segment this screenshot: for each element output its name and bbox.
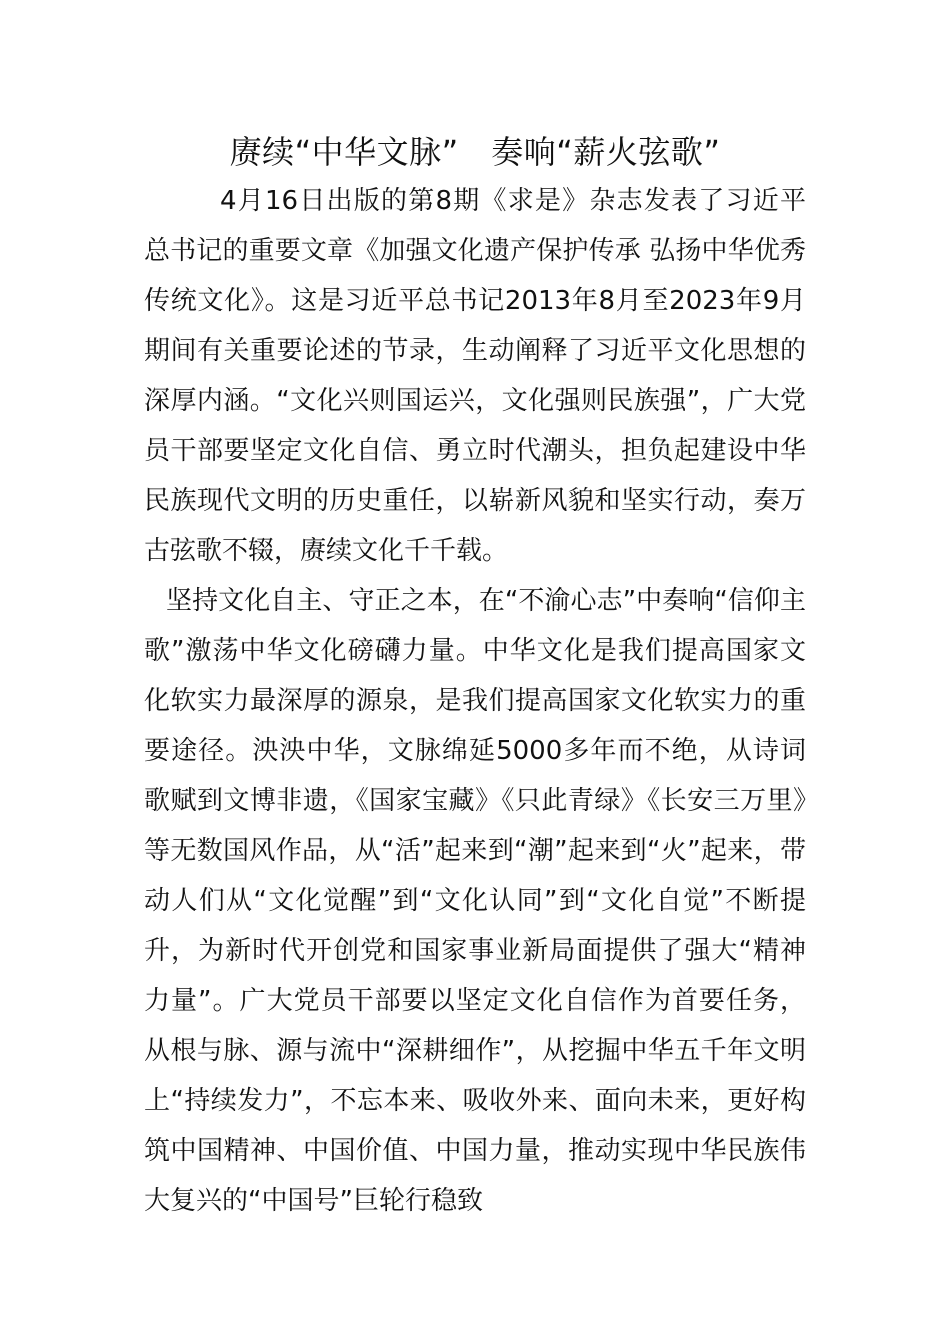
- document-body: [144, 176, 806, 1226]
- paragraph-1: 4月16日出版的第8期《求是》杂志发表了习近平总书记的重要文章《加强文化遗产保护传承 弘扬中华优秀传统文化》。这是习近平总书记2013年8月至2023年9月期间有关重要论述的节录，生动阐释了习近平文化思想的深厚内涵。“文化兴则国运兴，文化强则民族强”，广大党员干部要坚定文化自信、勇立时代潮头，担负起建设中华民族现代文明的历史重任，以崭新风貌和坚实行动，奏万古弦歌不辍，赓续文化千千载。: [144, 186, 806, 566]
- document-title: 赓续“中华文脉” 奏响“薪火弦歌”: [229, 133, 721, 171]
- paragraph-2: 坚持文化自主、守正之本，在“不渝心志”中奏响“信仰主歌”激荡中华文化磅礴力量。中华文化是我们提高国家文化软实力最深厚的源泉，是我们提高国家文化软实力的重要途径。泱泱中华，文脉绵延5000多年而不绝，从诗词歌赋到文博非遗，《国家宝藏》《只此青绿》《长安三万里》等无数国风作品，从“活”起来到“潮”起来到“火”起来，带动人们从“文化觉醒”到“文化认同”到“文化自觉”不断提升，为新时代开创党和国家事业新局面提供了强大“精神力量”。广大党员干部要以坚定文化自信作为首要任务，从根与脉、源与流中“深耕细作”，从挖掘中华五千年文明上“持续发力”，不忘本来、吸收外来、面向未来，更好构筑中国精神、中国价值、中国力量，推动实现中华民族伟大复兴的“中国号”巨轮行稳致: [144, 586, 806, 1216]
